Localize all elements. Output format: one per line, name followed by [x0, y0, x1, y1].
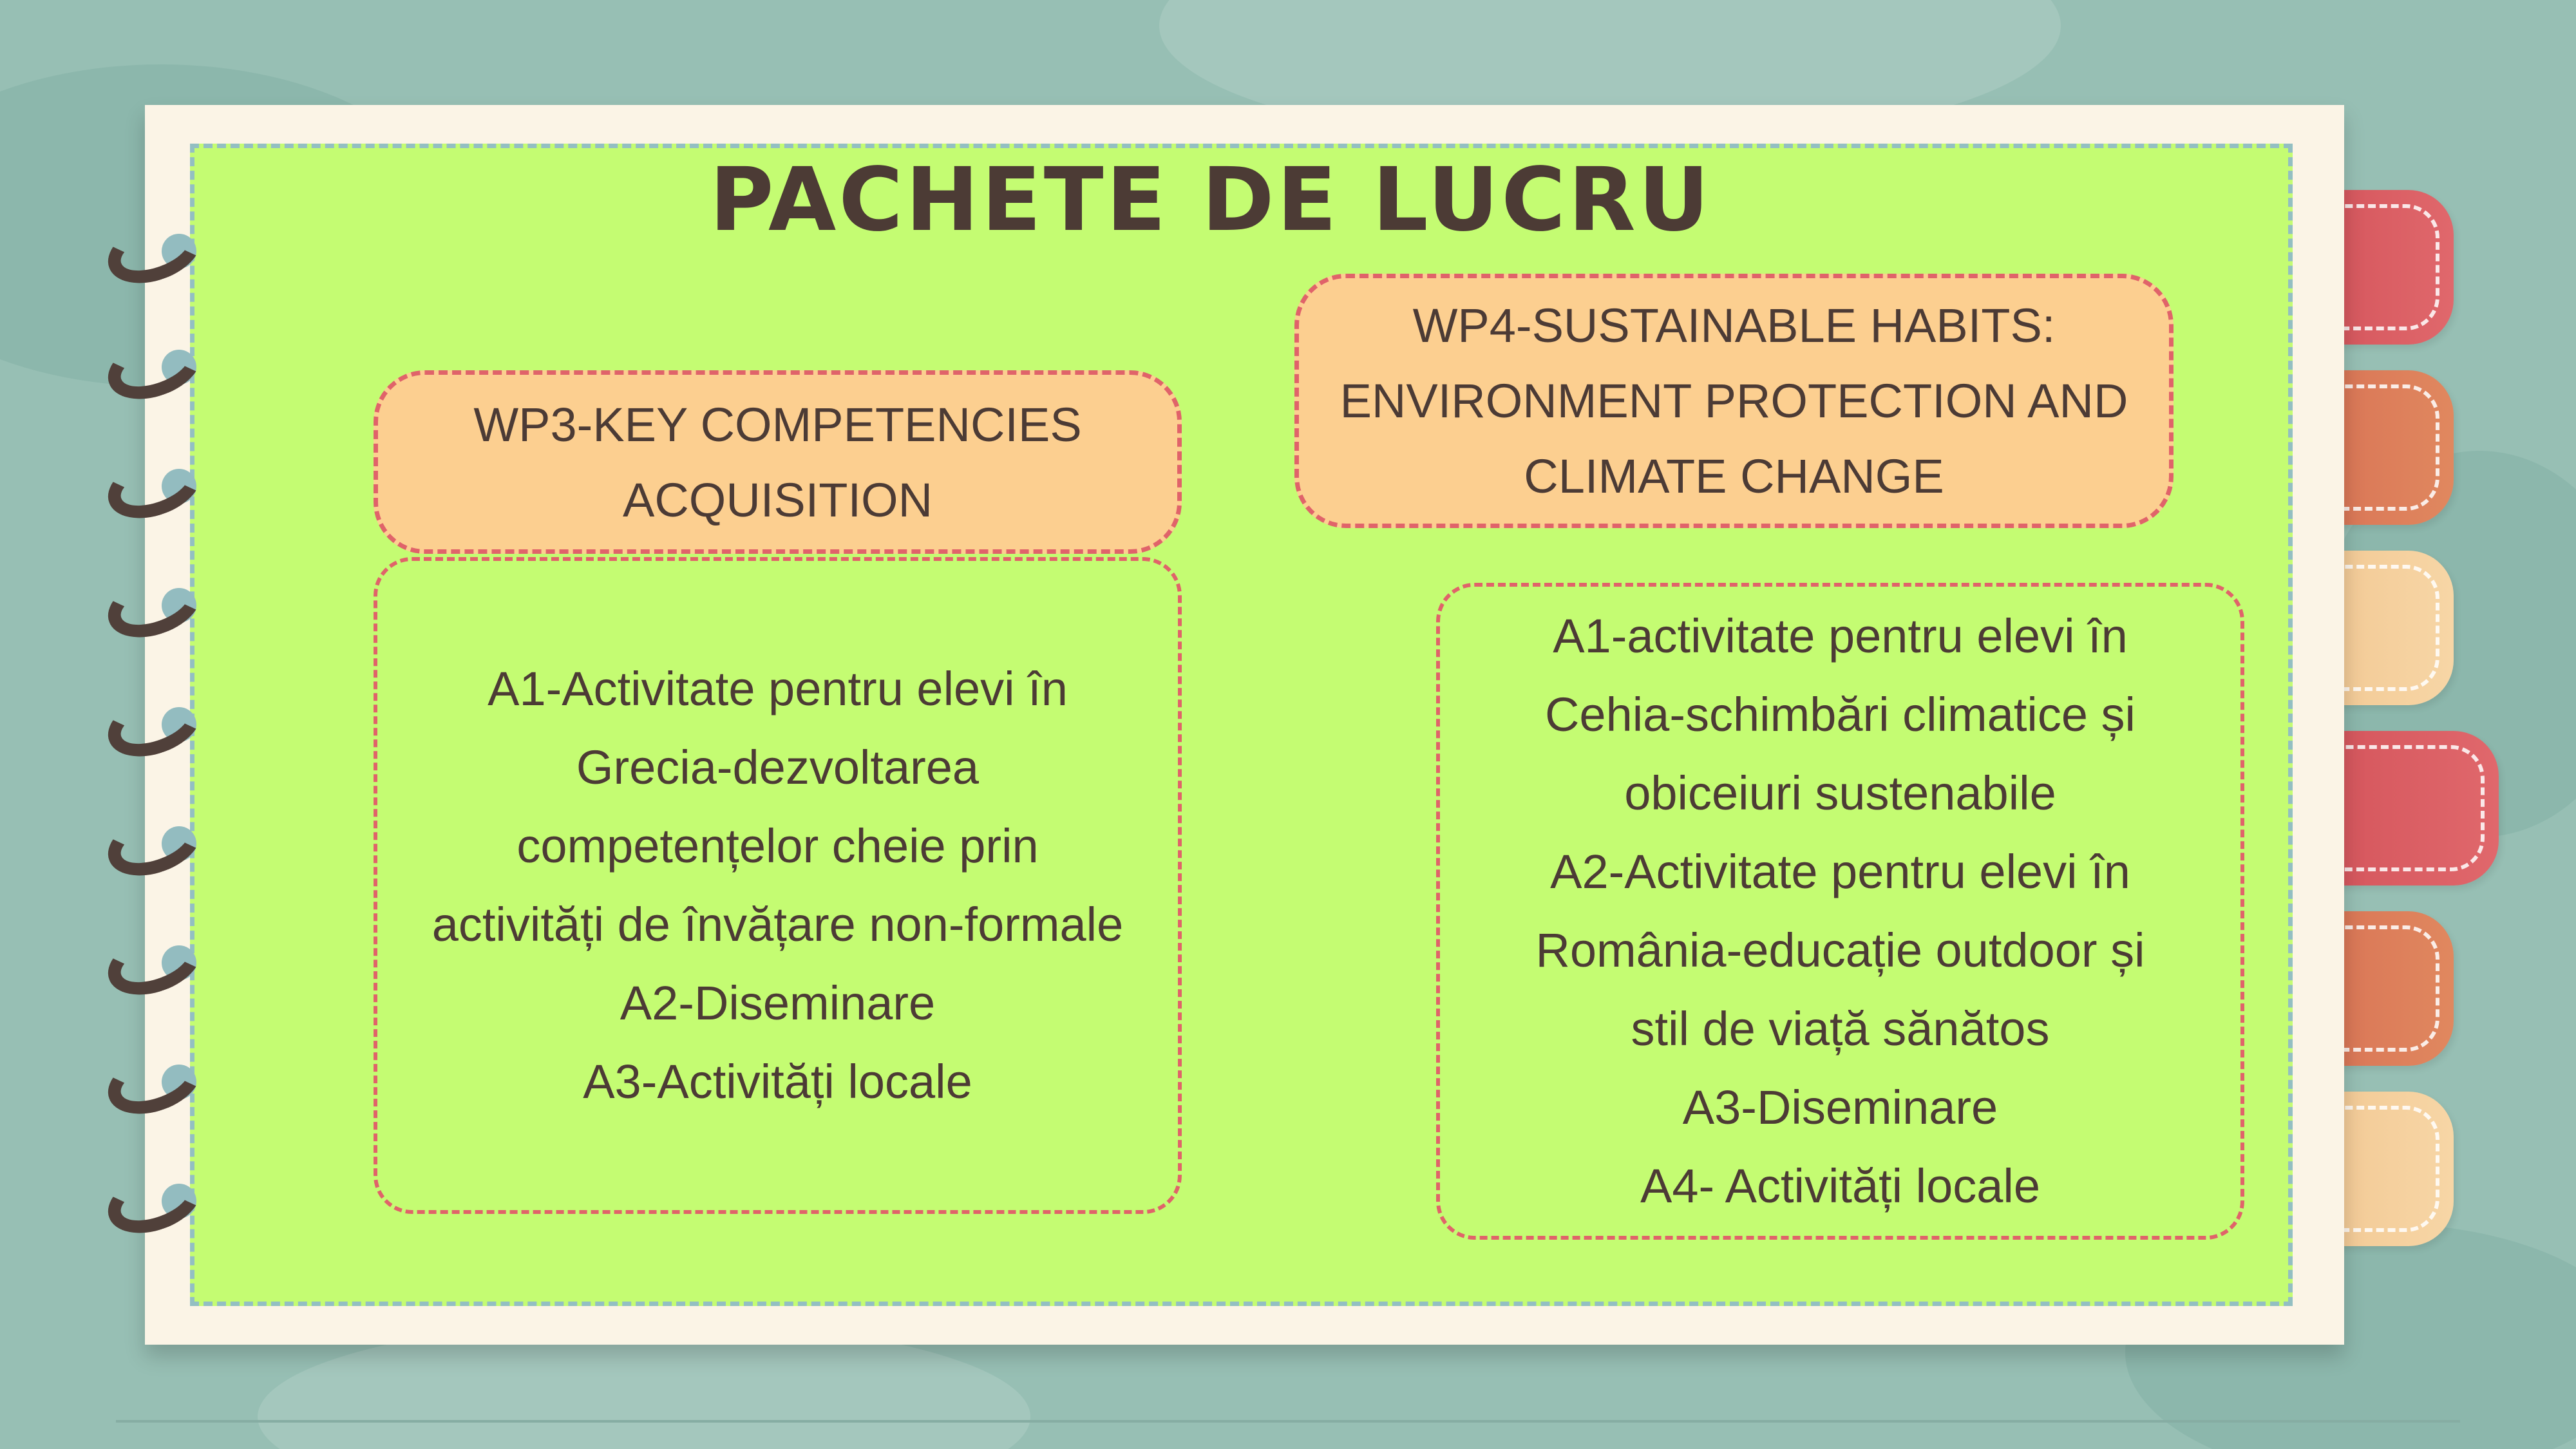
wp3-heading-box: [374, 370, 1182, 554]
wp4-activity-line: A3-Diseminare: [1682, 1081, 1998, 1134]
wp3-activity-line: Grecia-dezvoltarea: [576, 741, 980, 794]
wp3-activity-line: activități de învățare non-formale: [431, 898, 1124, 951]
wp4-activities-box: [1436, 583, 2244, 1240]
wp4-heading-box: [1294, 274, 2174, 528]
floor-line: [116, 1420, 2460, 1423]
wp4-heading-line: ENVIRONMENT PROTECTION AND: [1340, 374, 2128, 428]
wp4-activity-line: România-educație outdoor și: [1535, 923, 2145, 977]
page-title-text: PACHETE DE LUCRU: [709, 149, 1712, 251]
wp4-activity-line: A4- Activități locale: [1640, 1159, 2041, 1213]
wp3-activity-line: A1-Activitate pentru elevi în: [488, 662, 1068, 715]
spiral-ring-icon: [106, 457, 196, 515]
spiral-ring-icon: [106, 338, 196, 396]
wp3-activities-box: [374, 557, 1182, 1214]
wp4-heading-line: WP4-SUSTAINABLE HABITS:: [1412, 299, 2056, 352]
spiral-ring-icon: [106, 696, 196, 753]
wp4-activity-line: A1-activitate pentru elevi în: [1553, 609, 2128, 663]
page-title: [0, 149, 2576, 251]
wp3-activity-line: A3-Activități locale: [583, 1055, 972, 1108]
spiral-ring-icon: [106, 1053, 196, 1111]
wp3-activity-line: competențelor cheie prin: [516, 819, 1039, 873]
spiral-ring-icon: [106, 576, 196, 634]
wp3-heading-line: WP3-KEY COMPETENCIES: [473, 397, 1082, 451]
wp4-activity-line: stil de viață sănătos: [1631, 1002, 2050, 1056]
wp4-activity-line: A2-Activitate pentru elevi în: [1550, 845, 2130, 898]
wp4-activity-line: Cehia-schimbări climatice și: [1544, 688, 2136, 741]
wp3-heading-line: ACQUISITION: [622, 473, 933, 527]
wp4-activity-line: obiceiuri sustenabile: [1624, 766, 2056, 820]
wp4-heading-line: CLIMATE CHANGE: [1524, 450, 1944, 503]
spiral-ring-icon: [106, 815, 196, 873]
spiral-ring-icon: [106, 1172, 196, 1230]
spiral-ring-icon: [106, 934, 196, 992]
wp3-activity-line: A2-Diseminare: [620, 976, 936, 1030]
